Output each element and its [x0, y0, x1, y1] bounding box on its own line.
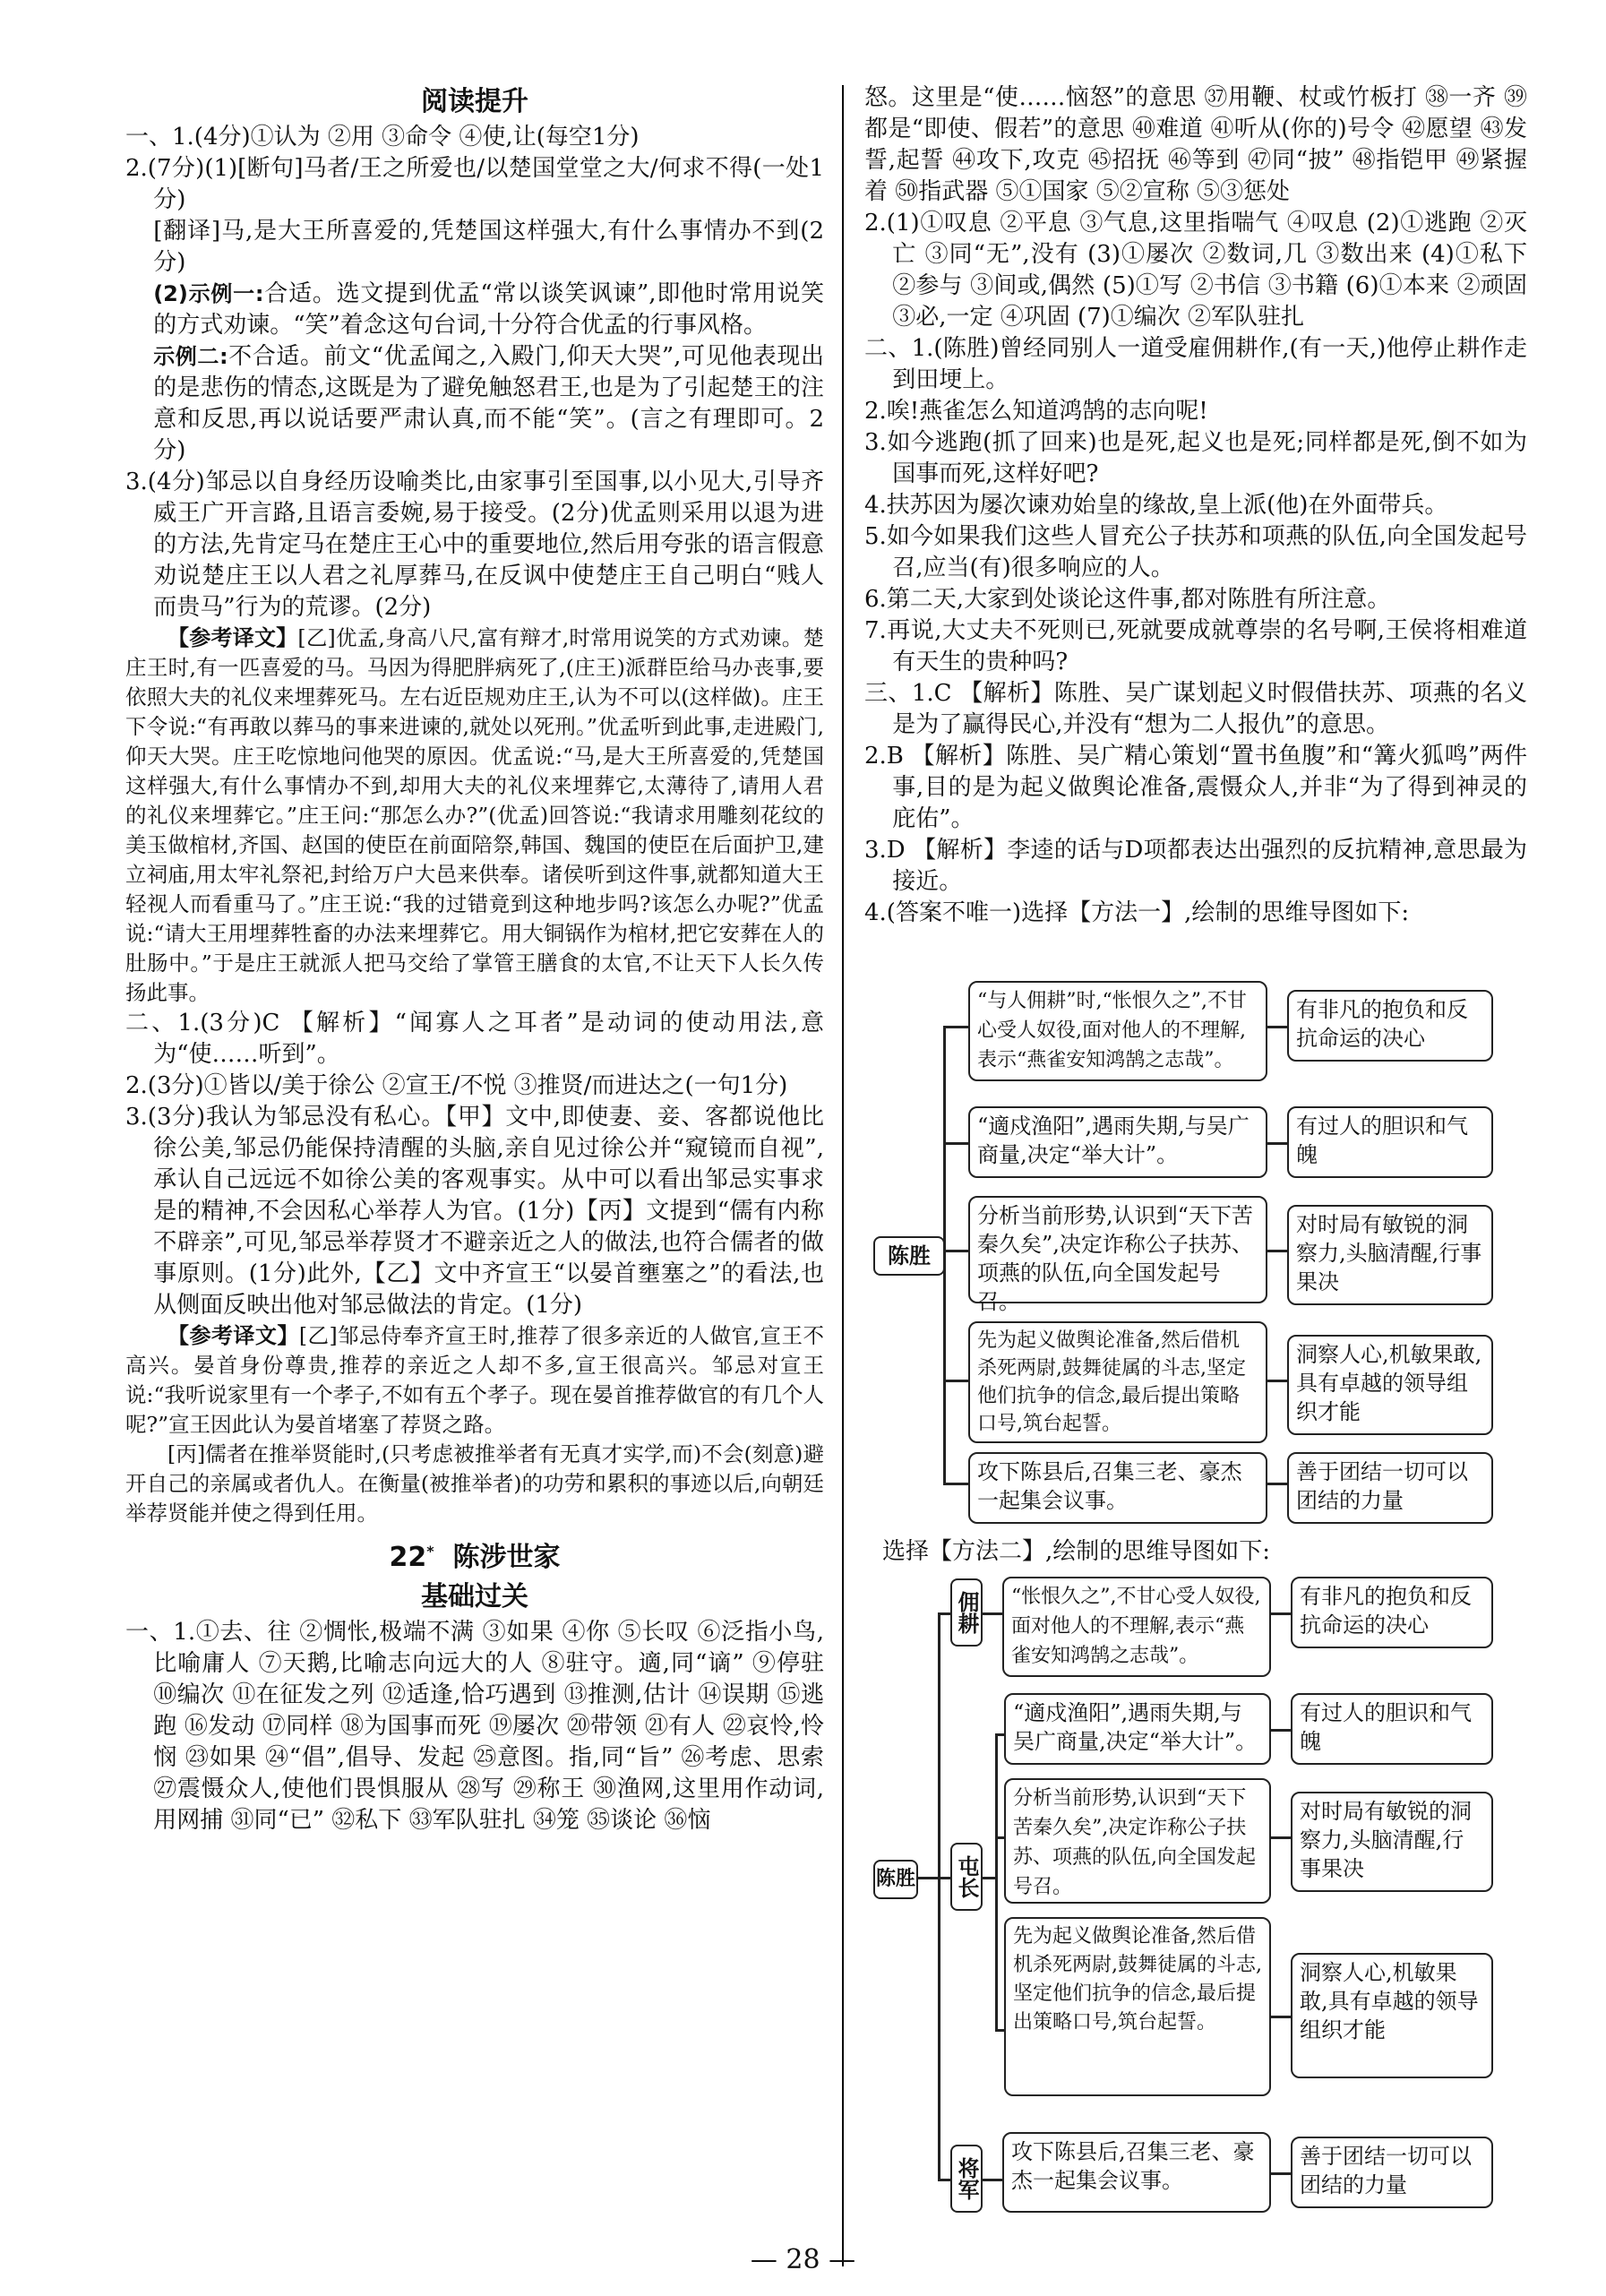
reference-translation-text-2: [乙]邹忌侍奉齐宣王时,推荐了很多亲近的人做官,宣王不高兴。晏首身份尊贵,推荐的亲近之人却不多,宣王很高兴。邹忌对宣王说:“我听说家里有一个孝子,不如有五个孝子。现在晏首推荐做官的有几个人呢?”宣王因此认为晏首堵塞了荐贤之路。	[125, 1323, 825, 1437]
answer-1-2-example1	[125, 279, 824, 341]
example1-label: (2)示例一:	[153, 281, 264, 306]
mm2-label-tunzhang: 屯长	[950, 1843, 983, 1911]
mm1-trait-5: 善于团结一切可以团结的力量	[1287, 1452, 1493, 1524]
mind-map-1-root: 陈胜	[873, 1236, 945, 1276]
mind-map-2-root: 陈胜	[873, 1860, 918, 1899]
mm2-trait-1: 有非凡的抱负和反抗命运的决心	[1291, 1577, 1493, 1648]
mm2-trait-3: 对时局有敏锐的洞察力,头脑清醒,行事果决	[1291, 1792, 1493, 1892]
translate-answer-6: 6.第二天,大家到处谈论这件事,都对陈胜有所注意。	[864, 586, 1391, 613]
translate-answer-4: 4.扶苏因为屡次谏劝始皇的缘故,皇上派(他)在外面带兵。	[864, 492, 1448, 519]
mm1-event-3: 分析当前形势,认识到“天下苦秦久矣”,决定诈称公子扶苏、项燕的队伍,向全国发起号召。	[968, 1196, 1267, 1303]
lesson-number: 22	[389, 1542, 427, 1573]
page-number: — 28 —	[750, 2244, 856, 2275]
example2-text: 不合适。前文“优孟闻之,入殿门,仰天大哭”,可见他表现出的是悲伤的情态,这既是为了避免触怒君王,也是为了引起楚王的注意和反思,再以说话要严肃认真,而不能“笑”。(言之有理即可。2分)	[153, 343, 824, 464]
lesson-star: *	[426, 1543, 434, 1560]
answer-1-2: 2.(7分)(1)[断句]马者/王之所爱也/以楚国堂堂之大/何求不得(一处1分)	[125, 155, 824, 213]
answer-2-1: 二、1.(3分)C 【解析】“闻寡人之耳者”是动词的使动用法,意为“使……听到”。	[125, 1010, 824, 1068]
right-column	[864, 82, 1527, 929]
reference-translation-text: [乙]优孟,身高八尺,富有辩才,时常用说笑的方式劝谏。楚庄王时,有一匹喜爱的马。马因为得肥胖病死了,(庄王)派群臣给马办丧事,要依照大夫的礼仪来埋葬死马。左右近臣规劝庄王,认为不可以(这样做)。庄王下令说:“有再敢以葬马的事来进谏的,就处以死刑。”优孟听到此事,走进殿门,仰天大哭。庄王吃惊地问他哭的原因。优孟说:“马,是大王所喜爱的,凭楚国这样强大,有什么事情办不到,却用大夫的礼仪来埋葬它,太薄待了,请用人君的礼仪来埋葬它。”庄王问:“那怎么办?”(优孟)回答说:“我请求用雕刻花纹的美玉做棺材,齐国、赵国的使臣在前面陪祭,韩国、魏国的使臣在后面护卫,建立祠庙,用太牢礼祭祀,封给万户大邑来供奉。诸侯听到这件事,就都知道大王轻视人而看重马了。”庄王说:“我的过错竟到这种地步吗?该怎么办呢?”优孟说:“请大王用埋葬牲畜的办法来埋葬它。用大铜锅作为棺材,把它安葬在人的肚肠中。”于是庄王就派人把马交给了掌管王膳食的太官,不让天下人长久传扬此事。	[125, 625, 825, 1005]
mm1-trait-2: 有过人的胆识和气魄	[1287, 1106, 1493, 1178]
section-title-reading: 阅读提升	[421, 86, 528, 117]
mm2-label-jiangjun: 将军	[950, 2145, 983, 2213]
left-column	[125, 82, 824, 1836]
basic-section-title: 基础过关	[421, 1581, 528, 1612]
mm1-trait-4: 洞察人心,机敏果敢,具有卓越的领导组织才能	[1287, 1335, 1493, 1435]
answer-1-1: 一、1.(4分)①认为 ②用 ③命令 ④使,让(每空1分)	[125, 124, 640, 150]
analysis-answer-1: 三、1.C 【解析】陈胜、吴广谋划起义时假借扶苏、项燕的名义是为了赢得民心,并没有“想为二人报仇”的意思。	[864, 680, 1527, 738]
example2-label: 示例二:	[153, 344, 228, 369]
mm2-event-3: 分析当前形势,认识到“天下苦秦久矣”,决定诈称公子扶苏、项燕的队伍,向全国发起号召。	[1004, 1778, 1271, 1904]
analysis-answer-2: 2.B 【解析】陈胜、吴广精心策划“置书鱼腹”和“篝火狐鸣”两件事,目的是为起义做舆论准备,震慑众人,并非“为了得到神灵的庇佑”。	[864, 743, 1527, 832]
basic-answer-1-cont: 怒。这里是“使……恼怒”的意思 ㊲用鞭、杖或竹板打 ㊳一齐 ㊴都是“即使、假若”的意思 ㊵难道 ㊶听从(你的)号令 ㊷愿望 ㊸发誓,起誓 ㊹攻下,攻克 ㊺招抚 ㊻等到 ㊼同“披” ㊽指铠甲 ㊾紧握着 ㊿指武器 ⑤①国家 ⑤②宣称 ⑤③惩处	[864, 84, 1527, 205]
reference-translation-label-2: 【参考译文】	[167, 1323, 299, 1348]
analysis-answer-3: 3.D 【解析】李逵的话与D项都表达出强烈的反抗精神,意思最为接近。	[864, 837, 1527, 895]
translate-answer-2: 2.唉!燕雀怎么知道鸿鹄的志向呢!	[864, 398, 1208, 425]
mm2-event-2: “適戍渔阳”,遇雨失期,与吴广商量,决定“举大计”。	[1004, 1693, 1271, 1765]
reference-translation-1	[125, 623, 824, 1008]
basic-answer-2: 2.(1)①叹息 ②平息 ③气息,这里指喘气 ④叹息 (2)①逃跑 ②灭亡 ③同“无”,没有 (3)①屡次 ②数词,几 ③数出来 (4)①私下 ②参与 ③间或,偶然 (5)①写 ②书信 ③书籍 (6)①本来 ②顽固 ③必,一定 ④巩固 (7)①编次 ②军队驻扎	[864, 210, 1527, 331]
mm1-trait-3: 对时局有敏锐的洞察力,头脑清醒,行事果决	[1287, 1205, 1493, 1305]
mm1-event-2: “適戍渔阳”,遇雨失期,与吴广商量,决定“举大计”。	[968, 1106, 1267, 1178]
translate-answer-5: 5.如今如果我们这些人冒充公子扶苏和项燕的队伍,向全国发起号召,应当(有)很多响应的人。	[864, 523, 1527, 581]
mm1-event-5: 攻下陈县后,召集三老、豪杰一起集会议事。	[968, 1452, 1267, 1524]
answer-2-2: 2.(3分)①皆以/美于徐公 ②宣王/不悦 ③推贤/而进达之(一句1分)	[125, 1072, 788, 1099]
mm2-label-yonggeng: 佣耕	[950, 1578, 983, 1647]
mind-map-method-1	[873, 981, 1527, 1527]
mm2-event-5: 攻下陈县后,召集三老、豪杰一起集会议事。	[1002, 2132, 1271, 2213]
analysis-answer-4: 4.(答案不唯一)选择【方法一】,绘制的思维导图如下:	[864, 899, 1410, 926]
reference-translation-2	[125, 1321, 824, 1440]
mind-map-method-2	[873, 1577, 1527, 2231]
mm1-trait-1: 有非凡的抱负和反抗命运的决心	[1287, 990, 1493, 1062]
translate-answer-3: 3.如今逃跑(抓了回来)也是死,起义也是死;同样都是死,倒不如为国事而死,这样好吧?	[864, 429, 1527, 487]
lesson-title	[125, 1532, 824, 1578]
mm2-trait-4: 洞察人心,机敏果敢,具有卓越的领导组织才能	[1291, 1953, 1493, 2078]
answer-1-3: 3.(4分)邹忌以自身经历设喻类比,由家事引至国事,以小见大,引导齐威王广开言路,且语言委婉,易于接受。(2分)优孟则采用以退为进的方法,先肯定马在楚庄王心中的重要地位,然后用夸张的语言假意劝说楚庄王以人君之礼厚葬马,在反讽中使楚庄王自己明白“贱人而贵马”行为的荒谬。(2分)	[125, 469, 824, 621]
mm2-event-4: 先为起义做舆论准备,然后借机杀死两尉,鼓舞徒属的斗志,坚定他们抗争的信念,最后提出策略口号,筑台起誓。	[1004, 1917, 1271, 2096]
lesson-name: 陈涉世家	[452, 1542, 561, 1573]
method-2-intro: 选择【方法二】,绘制的思维导图如下:	[882, 1538, 1271, 1565]
translate-answer-1: 二、1.(陈胜)曾经同别人一道受雇佣耕作,(有一天,)他停止耕作走到田埂上。	[864, 335, 1527, 393]
column-divider	[842, 85, 844, 2266]
translate-answer-7: 7.再说,大丈夫不死则已,死就要成就尊崇的名号啊,王侯将相难道有天生的贵种吗?	[864, 617, 1527, 675]
example1-text: 合适。选文提到优孟“常以谈笑讽谏”,即他时常用说笑的方式劝谏。“笑”着念这句台词,十分符合优孟的行事风格。	[153, 280, 824, 339]
answer-1-2-example2	[125, 341, 824, 467]
reference-translation-3: [丙]儒者在推举贤能时,(只考虑被推举者有无真才实学,而)不会(刻意)避开自己的亲属或者仇人。在衡量(被推举者)的功劳和累积的事迹以后,向朝廷举荐贤能并使之得到任用。	[125, 1441, 824, 1526]
mm2-event-1: “怅恨久之”,不甘心受人奴役,面对他人的不理解,表示“燕雀安知鸿鹄之志哉”。	[1002, 1577, 1271, 1677]
answer-1-2-translation: [翻译]马,是大王所喜爱的,凭楚国这样强大,有什么事情办不到(2分)	[153, 218, 824, 276]
mm1-event-4: 先为起义做舆论准备,然后借机杀死两尉,鼓舞徒属的斗志,坚定他们抗争的信念,最后提出策略口号,筑台起誓。	[968, 1321, 1267, 1443]
answer-2-3: 3.(3分)我认为邹忌没有私心。【甲】文中,即使妻、妾、客都说他比徐公美,邹忌仍能保持清醒的头脑,亲自见过徐公并“窥镜而自视”,承认自己远远不如徐公美的客观事实。从中可以看出邹忌实事求是的精神,不会因私心举荐人为官。(1分)【丙】文提到“儒有内称不辟亲”,可见,邹忌举荐贤才不避亲近之人的做法,也符合儒者的做事原则。(1分)此外,【乙】文中齐宣王“以晏首壅塞之”的看法,也从侧面反映出他对邹忌做法的肯定。(1分)	[125, 1104, 824, 1319]
mm1-event-1: “与人佣耕”时,“怅恨久之”,不甘心受人奴役,面对他人的不理解,表示“燕雀安知鸿鹄之志哉”。	[968, 981, 1267, 1081]
basic-answer-1: 一、1.①去、往 ②惆怅,极端不满 ③如果 ④你 ⑤长叹 ⑥泛指小鸟,比喻庸人 ⑦天鹅,比喻志向远大的人 ⑧驻守。適,同“谪” ⑨停驻 ⑩编次 ⑪在征发之列 ⑫适逢,恰巧遇到 ⑬推测,估计 ⑭误期 ⑮逃跑 ⑯发动 ⑰同样 ⑱为国事而死 ⑲屡次 ⑳带领 ㉑有人 ㉒哀怜,怜悯 ㉓如果 ㉔“倡”,倡导、发起 ㉕意图。指,同“旨” ㉖考虑、思索 ㉗震慑众人,使他们畏惧服从 ㉘写 ㉙称王 ㉚渔网,这里用作动词,用网捕 ㉛同“已” ㉜私下 ㉝军队驻扎 ㉞笼 ㉟谈论 ㊱恼	[125, 1619, 824, 1834]
mm2-trait-2: 有过人的胆识和气魄	[1291, 1693, 1493, 1765]
mm2-trait-5: 善于团结一切可以团结的力量	[1291, 2137, 1493, 2208]
reference-translation-label: 【参考译文】	[167, 625, 298, 650]
